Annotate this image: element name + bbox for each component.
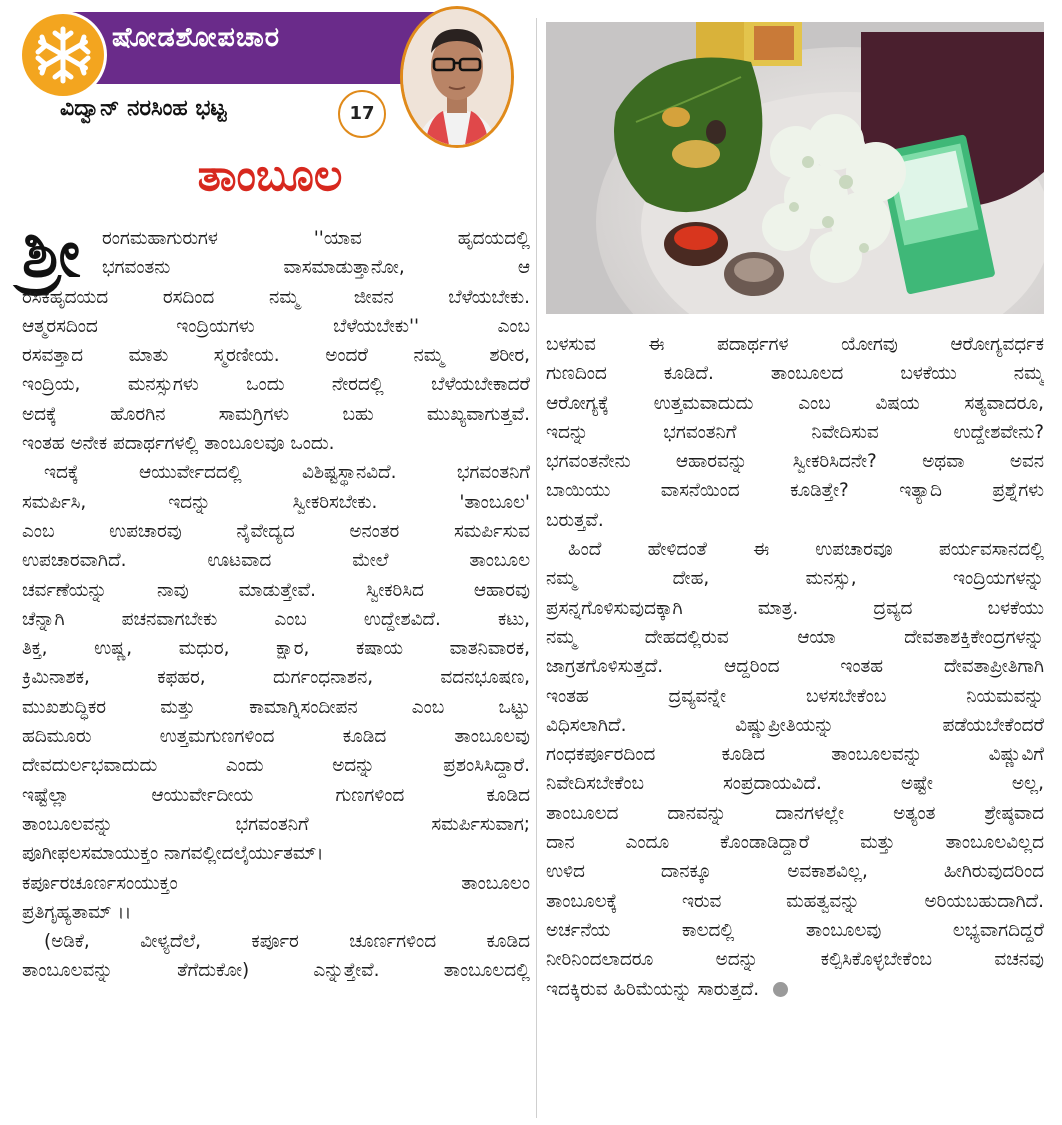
text-line: ಕ್ರಿಮಿನಾಶಕ, ಕಫಹರ, ದುರ್ಗಂಧನಾಶನ, ವದನಭೂಷಣ, (22, 667, 530, 689)
text-line: ಬಾಯಿಯು ವಾಸನೆಯಿಂದ ಕೂಡಿತ್ತೇ? ಇತ್ಯಾದಿ ಪ್ರಶ್ನೆಗಳು (546, 480, 1044, 502)
text-line: ಇದನ್ನು ಭಗವಂತನಿಗೆ ನಿವೇದಿಸುವ ಉದ್ದೇಶವೇನು? (546, 421, 1044, 443)
column-divider (536, 18, 537, 1118)
paragraph (546, 330, 1044, 535)
text-line: ಇಂತಹ ಅನೇಕ ಪದಾರ್ಥಗಳಲ್ಲಿ ತಾಂಬೂಲವೂ ಒಂದು. (22, 433, 335, 455)
text-line: ಬರುತ್ತವೆ. (546, 509, 604, 531)
paragraph (546, 535, 1044, 1004)
text-line: ಇಷ್ಟೆಲ್ಲಾ ಆಯುರ್ವೇದೀಯ ಗುಣಗಳಿಂದ ಕೂಡಿದ (22, 784, 530, 806)
text-line: ದೇವದುರ್ಲಭವಾದುದು ಎಂದು ಅದನ್ನು ಪ್ರಶಂಸಿಸಿದ್ದಾರೆ. (22, 755, 530, 777)
article-column-left (22, 215, 530, 986)
verse-line: ಕರ್ಪೂರಚೂರ್ಣಸಂಯುಕ್ತಂ ತಾಂಬೂಲಂ (22, 872, 530, 894)
text-line: ಉಪಚಾರವಾಗಿದೆ. ಊಟವಾದ ಮೇಲೆ ತಾಂಬೂಲ (22, 550, 530, 572)
tamboola-plate-photo (546, 22, 1044, 314)
text-line: ತಾಂಬೂಲವನ್ನು ತೆಗೆದುಕೋ) ಎನ್ನುತ್ತೇವೆ. ತಾಂಬೂಲದಲ್ಲಿ (22, 960, 530, 982)
text-line: ರಸಿಕಹೃದಯದ ರಸದಿಂದ ನಮ್ಮ ಜೀವನ ಬೆಳೆಯಬೇಕು. (22, 286, 530, 308)
paragraph (22, 458, 530, 927)
text-line: ತಿಕ್ತ, ಉಷ್ಣ, ಮಧುರ, ಕ್ಷಾರ, ಕಷಾಯ ವಾತನಿವಾರಕ, (22, 638, 530, 660)
text-line: ಬಳಸುವ ಈ ಪದಾರ್ಥಗಳ ಯೋಗವು ಆರೋಗ್ಯವರ್ಧಕ (546, 334, 1044, 355)
text-line: ತಾಂಬೂಲದ ದಾನವನ್ನು ದಾನಗಳಲ್ಲೇ ಅತ್ಯಂತ ಶ್ರೇಷ್ಠವಾದ (546, 802, 1044, 824)
text-line: ಸಮರ್ಪಿಸಿ, ಇದನ್ನು ಸ್ವೀಕರಿಸಬೇಕು. 'ತಾಂಬೂಲ' (22, 491, 530, 513)
issue-number-badge: 17 (338, 90, 386, 138)
snowflake-badge (22, 14, 104, 96)
text-line: ಅರ್ಚನೆಯ ಕಾಲದಲ್ಲಿ ತಾಂಬೂಲವು ಲಭ್ಯವಾಗದಿದ್ದರೆ (546, 919, 1044, 941)
verse-line: ಪ್ರತಿಗೃಹ್ಯತಾಮ್ ।। (22, 901, 132, 923)
text-line: ಭಗವಂತನೇನು ಆಹಾರವನ್ನು ಸ್ವೀಕರಿಸಿದನೇ? ಅಥವಾ ಅವನ (546, 451, 1044, 473)
text-line: ಆತ್ಮರಸದಿಂದ ಇಂದ್ರಿಯಗಳು ಬೆಳೆಯಬೇಕು'' ಎಂಬ (22, 315, 530, 337)
text-line: ನಮ್ಮ ದೇಹ, ಮನಸ್ಸು, ಇಂದ್ರಿಯಗಳನ್ನು (546, 568, 1044, 590)
text-line: ತಾಂಬೂಲಕ್ಕೆ ಇರುವ ಮಹತ್ವವನ್ನು ಅರಿಯಬಹುದಾಗಿದೆ. (546, 890, 1044, 912)
text-line: ಜಾಗ್ರತಗೊಳಿಸುತ್ತದೆ. ಆದ್ದರಿಂದ ಇಂತಹ ದೇವತಾಪ್ರೀತಿಗಾಗಿ (546, 656, 1044, 678)
text-line: (ಅಡಿಕೆ, ವೀಳ್ಯದೆಲೆ, ಕರ್ಪೂರ ಚೂರ್ಣಗಳಿಂದ ಕೂಡಿದ (44, 931, 530, 953)
paragraph (22, 927, 530, 986)
text-line: ಗುಣದಿಂದ ಕೂಡಿದೆ. ತಾಂಬೂಲದ ಬಳಕೆಯು ನಮ್ಮ (546, 363, 1044, 385)
text-line: ನಮ್ಮ ದೇಹದಲ್ಲಿರುವ ಆಯಾ ದೇವತಾಶಕ್ತಿಕೇಂದ್ರಗಳನ್ನು (546, 626, 1044, 648)
text-line: ನಿವೇದಿಸಬೇಕೆಂಬ ಸಂಪ್ರದಾಯವಿದೆ. ಅಷ್ಟೇ ಅಲ್ಲ, (546, 773, 1044, 795)
text-line: ಭಗವಂತನು ವಾಸಮಾಡುತ್ತಾನೋ, ಆ (102, 257, 530, 279)
text-line: ಇದಕ್ಕೆ ಆಯುರ್ವೇದದಲ್ಲಿ ವಿಶಿಷ್ಟಸ್ಥಾನವಿದೆ. ಭಗವಂತನಿಗೆ (44, 462, 530, 484)
text-line: ದಾನ ಎಂದೂ ಕೊಂಡಾಡಿದ್ದಾರೆ ಮತ್ತು ತಾಂಬೂಲವಿಲ್ಲದ (546, 832, 1044, 854)
text-line: ರಂಗಮಹಾಗುರುಗಳ ''ಯಾವ ಹೃದಯದಲ್ಲಿ (102, 228, 530, 249)
author-portrait (400, 6, 514, 148)
final-line-text: ಇದಕ್ಕಿರುವ ಹಿರಿಮೆಯನ್ನು ಸಾರುತ್ತದೆ. (546, 978, 760, 1000)
text-line: ನೀರಿನಿಂದಲಾದರೂ ಅದನ್ನು ಕಲ್ಪಿಸಿಕೊಳ್ಳಬೇಕೆಂಬ ವಚನವು (546, 949, 1044, 971)
paragraph (22, 215, 530, 458)
text-line: ಪ್ರಸನ್ನಗೊಳಿಸುವುದಕ್ಕಾಗಿ ಮಾತ್ರ. ದ್ರವ್ಯದ ಬಳಕೆಯು (546, 597, 1044, 619)
text-line: ವಿಧಿಸಲಾಗಿದೆ. ವಿಷ್ಣುಪ್ರೀತಿಯನ್ನು ಪಡೆಯಬೇಕೆಂದರೆ (546, 714, 1044, 736)
end-of-article-icon (773, 982, 788, 997)
text-line: ರಸವತ್ತಾದ ಮಾತು ಸ್ಮರಣೀಯ. ಅಂದರೆ ನಮ್ಮ ಶರೀರ, (22, 345, 530, 367)
headline: ತಾಂಬೂಲ (197, 150, 343, 201)
text-line: ಹಿಂದೆ ಹೇಳಿದಂತೆ ಈ ಉಪಚಾರವೂ ಪರ್ಯವಸಾನದಲ್ಲಿ (568, 539, 1044, 561)
text-line: ಹದಿಮೂರು ಉತ್ತಮಗುಣಗಳಿಂದ ಕೂಡಿದ ತಾಂಬೂಲವು (22, 726, 530, 748)
text-line: ಆರೋಗ್ಯಕ್ಕೆ ಉತ್ತಮವಾದುದು ಎಂಬ ವಿಷಯ ಸತ್ಯವಾದರೂ, (546, 392, 1044, 414)
text-line: ಮುಖಶುದ್ಧಿಕರ ಮತ್ತು ಕಾಮಾಗ್ನಿಸಂದೀಪನ ಎಂಬ ಒಟ್ಟು (22, 696, 530, 718)
text-line: ಚೆನ್ನಾಗಿ ಪಚನವಾಗಬೇಕು ಎಂಬ ಉದ್ದೇಶವಿದೆ. ಕಟು, (22, 608, 530, 630)
text-line: ಎಂಬ ಉಪಚಾರವು ನೈವೇದ್ಯದ ಅನಂತರ ಸಮರ್ಪಿಸುವ (22, 520, 530, 542)
text-line: ಗಂಧಕರ್ಪೂರದಿಂದ ಕೂಡಿದ ತಾಂಬೂಲವನ್ನು ವಿಷ್ಣುವಿಗೆ (546, 744, 1044, 766)
series-title: ಷೋಡಶೋಪಚಾರ (112, 22, 281, 53)
article-column-right (546, 330, 1044, 1004)
text-line: ಇಂತಹ ದ್ರವ್ಯವನ್ನೇ ಬಳಸಬೇಕೆಂಬ ನಿಯಮವನ್ನು (546, 685, 1044, 707)
text-line: ತಾಂಬೂಲವನ್ನು ಭಗವಂತನಿಗೆ ಸಮರ್ಪಿಸುವಾಗ; (22, 813, 530, 835)
text-line: ಅದಕ್ಕೆ ಹೊರಗಿನ ಸಾಮಗ್ರಿಗಳು ಬಹು ಮುಖ್ಯವಾಗುತ್ತವೆ. (22, 403, 530, 425)
text-line: ಚರ್ವಣೆಯನ್ನು ನಾವು ಮಾಡುತ್ತೇವೆ. ಸ್ವೀಕರಿಸಿದ ಆಹಾರವು (22, 579, 530, 601)
snowflake-icon (33, 25, 93, 85)
dropcap: ಶ್ರೀ (22, 215, 81, 292)
verse-line: ಪೂಗೀಫಲಸಮಾಯುಕ್ತಂ ನಾಗವಲ್ಲೀದಲೈರ್ಯುತಮ್। (22, 843, 324, 865)
text-line: ಉಳಿದ ದಾನಕ್ಕೂ ಅವಕಾಶವಿಲ್ಲ, ಹೀಗಿರುವುದರಿಂದ (546, 861, 1044, 883)
text-line: ಇಂದ್ರಿಯ, ಮನಸ್ಸುಗಳು ಒಂದು ನೇರದಲ್ಲಿ ಬೆಳೆಯಬೇಕಾದರೆ (22, 374, 530, 396)
text-line (546, 975, 1044, 1004)
author-name: ವಿದ್ವಾನ್ ನರಸಿಂಹ ಭಟ್ಟ (60, 96, 227, 121)
